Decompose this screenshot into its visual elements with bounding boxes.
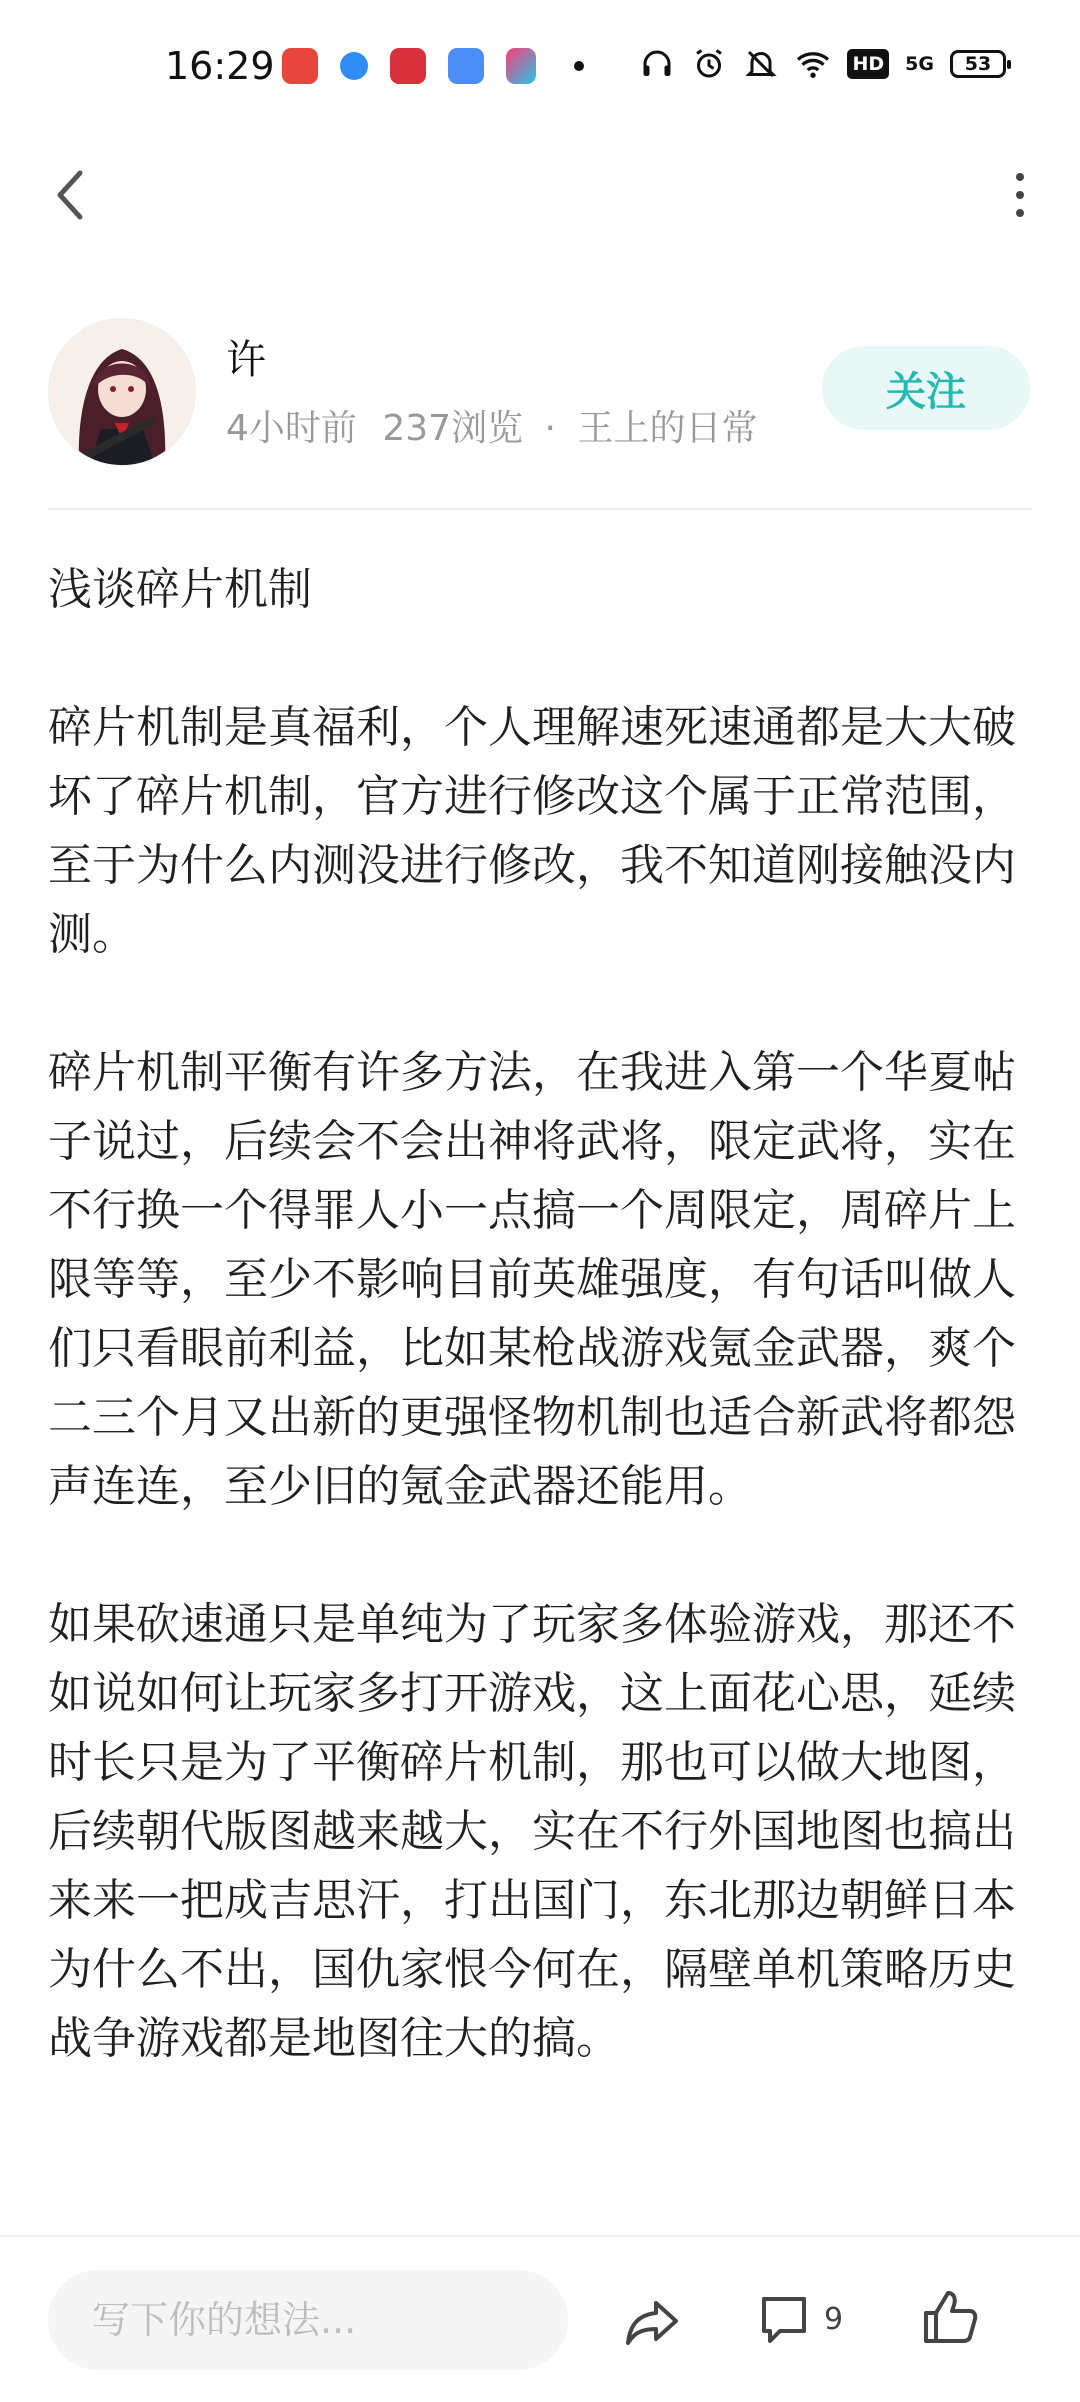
app-notification-icon <box>390 48 426 84</box>
comment-input[interactable] <box>48 2270 568 2370</box>
battery-icon <box>950 50 1006 78</box>
mute-bell-icon <box>743 46 779 82</box>
comment-button[interactable] <box>756 2287 843 2351</box>
post-paragraph: 碎片机制平衡有许多方法，在我进入第一个华夏帖子说过，后续会不会出神将武将，限定武将，实在不行换一个得罪人小一点搞一个周限定，周碎片上限等等，至少不影响目前英雄强度，有句话叫做人们只看眼前利益，比如某枪战游戏氪金武器，爽个二三个月又出新的更强怪物机制也适合新武将都怨声连连，至少旧的氪金武器还能用。 <box>48 1047 1016 1512</box>
app-notification-icon <box>506 48 536 84</box>
battery-level: 53 <box>964 53 992 75</box>
more-dot <box>1016 209 1024 217</box>
follow-button[interactable]: 关注 <box>822 346 1030 430</box>
top-nav <box>0 135 1080 255</box>
back-button[interactable] <box>40 165 100 225</box>
headphones-icon <box>639 46 675 82</box>
app-notification-icon <box>282 48 318 84</box>
post-time: 4小时前 <box>226 408 357 449</box>
app-notification-icon <box>448 48 484 84</box>
post-title: 浅谈碎片机制 <box>48 564 312 615</box>
notification-icons <box>282 48 584 84</box>
app-notification-icon <box>340 52 368 80</box>
divider <box>48 508 1032 510</box>
system-icons <box>639 46 1006 82</box>
chevron-left-icon <box>50 165 90 225</box>
status-bar <box>0 0 1080 135</box>
avatar-illustration <box>49 319 195 465</box>
post-views: 237浏览 <box>382 408 524 449</box>
wifi-icon <box>795 46 831 82</box>
author-avatar[interactable] <box>48 318 196 466</box>
post-paragraph: 碎片机制是真福利，个人理解速死速通都是大大破坏了碎片机制，官方进行修改这个属于正常范围，至于为什么内测没进行修改，我不知道刚接触没内测。 <box>48 702 1016 960</box>
author-row <box>0 310 1080 470</box>
network-5g-icon: 5G <box>905 53 934 75</box>
comment-count: 9 <box>824 2301 844 2337</box>
more-dot <box>1016 173 1024 181</box>
more-dot <box>1016 191 1024 199</box>
post-paragraph: 如果砍速通只是单纯为了玩家多体验游戏，那还不如说如何让玩家多打开游戏，这上面花心思，延续时长只是为了平衡碎片机制，那也可以做大地图，后续朝代版图越来越大，实在不行外国地图也搞出来来一把成吉思汗，打出国门，东北那边朝鲜日本为什么不出，国仇家恨今何在，隔壁单机策略历史战争游戏都是地图往大的搞。 <box>48 1599 1016 2064</box>
thumbs-up-icon[interactable] <box>920 2287 980 2347</box>
post-meta <box>226 400 757 451</box>
comment-icon <box>756 2291 812 2347</box>
post-content <box>48 555 1032 2073</box>
bottom-action-bar <box>0 2235 1080 2402</box>
post-category[interactable]: 王上的日常 <box>577 408 758 449</box>
alarm-icon <box>691 46 727 82</box>
author-name[interactable]: 许 <box>226 337 266 383</box>
more-notifications-dot <box>574 61 584 71</box>
share-icon[interactable] <box>620 2289 684 2353</box>
hd-badge: HD <box>847 49 889 79</box>
more-options-button[interactable] <box>990 165 1050 225</box>
meta-separator: · <box>544 408 556 449</box>
status-time: 16:29 <box>165 44 275 88</box>
